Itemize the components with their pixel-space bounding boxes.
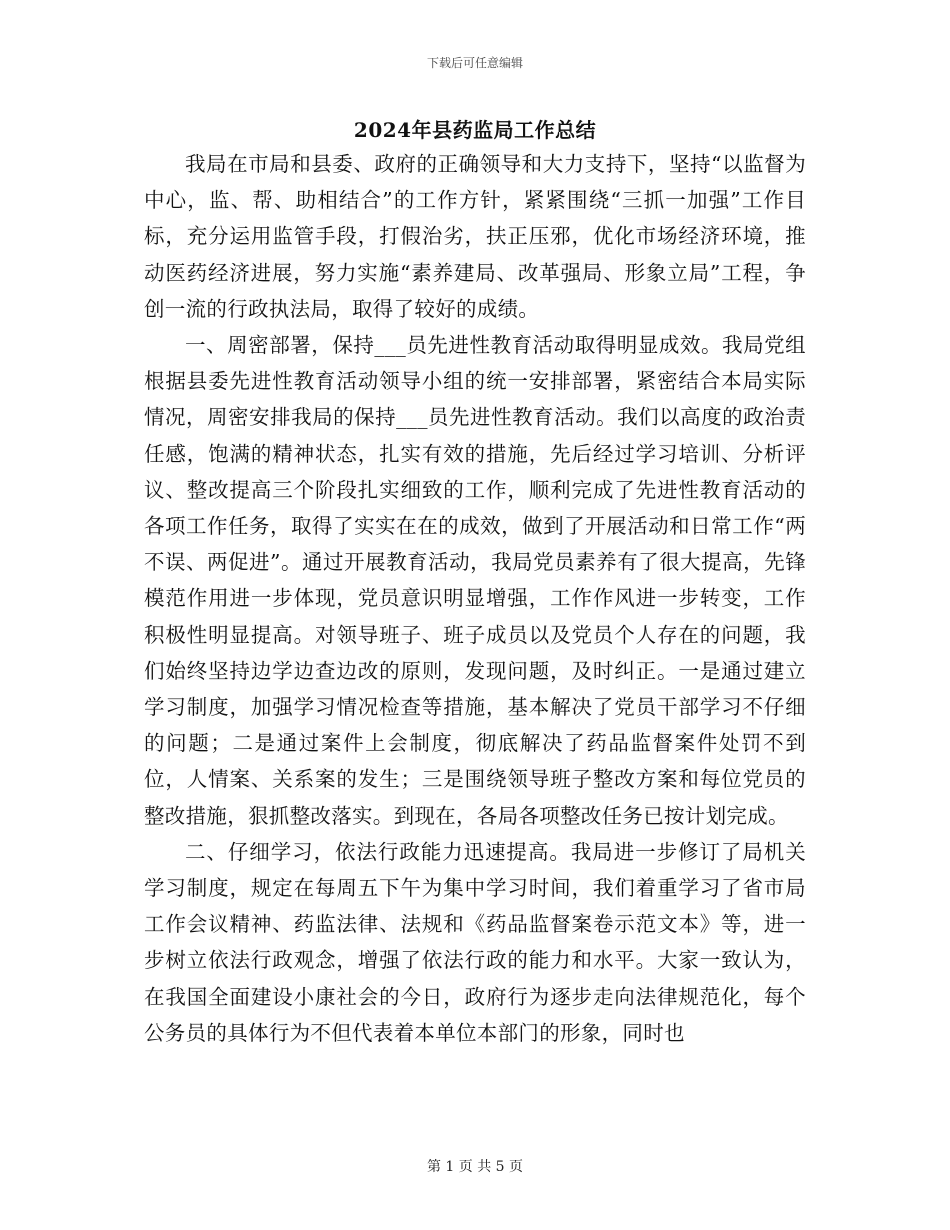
paragraph-section-1: 一、周密部署，保持___员先进性教育活动取得明显成效。我局党组根据县委先进性教育活动领导小组的统一安排部署，紧密结合本局实际情况，周密安排我局的保持___员先进性教育活动。我们以高度的政治责任感，饱满的精神状态，扎实有效的措施，先后经过学习培训、分析评议、整改提高三个阶段扎实细致的工作，顺利完成了先进性教育活动的各项工作任务，取得了实实在在的成效，做到了开展活动和日常工作“两不误、两促进”。通过开展教育活动，我局党员素养有了很大提高，先锋模范作用进一步体现，党员意识明显增强，工作作风进一步转变，工作积极性明显提高。对领导班子、班子成员以及党员个人存在的问题，我们始终坚持边学边查边改的原则，发现问题，及时纠正。一是通过建立学习制度，加强学习情况检查等措施，基本解决了党员干部学习不仔细的问题；二是通过案件上会制度，彻底解决了药品监督案件处罚不到位，人情案、关系案的发生；三是围绕领导班子整改方案和每位党员的整改措施，狠抓整改落实。到现在，各局各项整改任务已按计划完成。: [144, 333, 806, 828]
paragraph-section-2: 二、仔细学习，依法行政能力迅速提高。我局进一步修订了局机关学习制度，规定在每周五下午为集中学习时间，我们着重学习了省市局工作会议精神、药监法律、法规和《药品监督案卷示范文本》等，进一步树立依法行政观念，增强了依法行政的能力和水平。大家一致认为，在我国全面建设小康社会的今日，政府行为逐步走向法律规范化，每个公务员的具体行为不但代表着本单位本部门的形象，同时也: [144, 839, 806, 1045]
page-header-note: 下载后可任意编辑: [426, 56, 523, 70]
paragraph-intro: 我局在市局和县委、政府的正确领导和大力支持下，坚持“以监督为中心，监、帮、助相结合”的工作方针，紧紧围绕“三抓一加强”工作目标，充分运用监管手段，打假治劣，扶正压邪，优化市场经济环境，推动医药经济进展，努力实施“素养建局、改革强局、形象立局”工程，争创一流的行政执法局，取得了较好的成绩。: [144, 152, 806, 321]
document-body: [144, 146, 806, 1051]
page-number-footer: 第 1 页 共 5 页: [426, 1159, 524, 1175]
document-title: 2024年县药监局工作总结: [353, 118, 597, 142]
